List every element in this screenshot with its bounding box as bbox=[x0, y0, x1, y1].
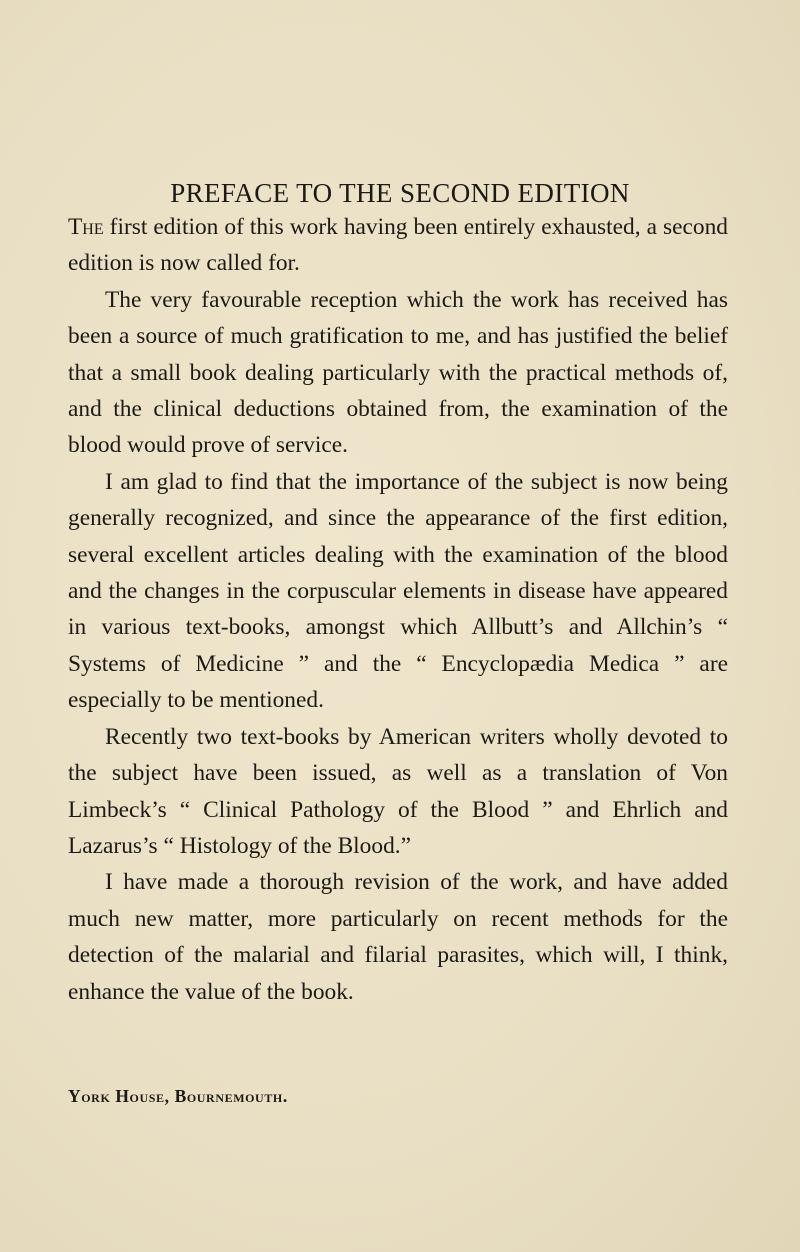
paragraph-3: I am glad to find that the importance of the subject is now being generally recognized, and since the appearance of the first edition, several excellent articles dealing with the examination of the blood and the changes in the corpuscular elements in disease have appeared in various text-books, amongst which Allbutt’s and Allchin’s “ Systems of Medicine ” and the “ Encyclopædia Medica ” are especially to be mentioned. bbox=[68, 468, 728, 714]
paragraph-2: The very favourable reception which the work has received has been a source of much gratification to me, and has justified the belief that a small book dealing particularly with the practical methods of, and the clinical deductions obtained from, the examination of the blood would prove of service. bbox=[68, 286, 728, 459]
paragraph-1-text: first edition of this work having been entirely exhausted, a second edition is now called for. bbox=[68, 214, 728, 277]
preface-body bbox=[68, 209, 728, 1010]
paragraph-5: I have made a thorough revision of the work, and have added much new matter, more particularly on recent methods for the detection of the malarial and filarial parasites, which will, I think, enhance the value of the book. bbox=[68, 869, 728, 1005]
paragraph-1 bbox=[68, 209, 728, 282]
paragraph-1-first-word: The bbox=[68, 214, 104, 240]
signoff-location: York House, Bournemouth. bbox=[68, 1086, 288, 1106]
paragraph-4: Recently two text-books by American writers wholly devoted to the subject have been issued, as well as a translation of Von Limbeck’s “ Clinical Pathology of the Blood ” and Ehrlich and Lazarus’s “ Histology of the Blood.” bbox=[68, 723, 728, 859]
page-title: PREFACE TO THE SECOND EDITION bbox=[170, 178, 630, 209]
